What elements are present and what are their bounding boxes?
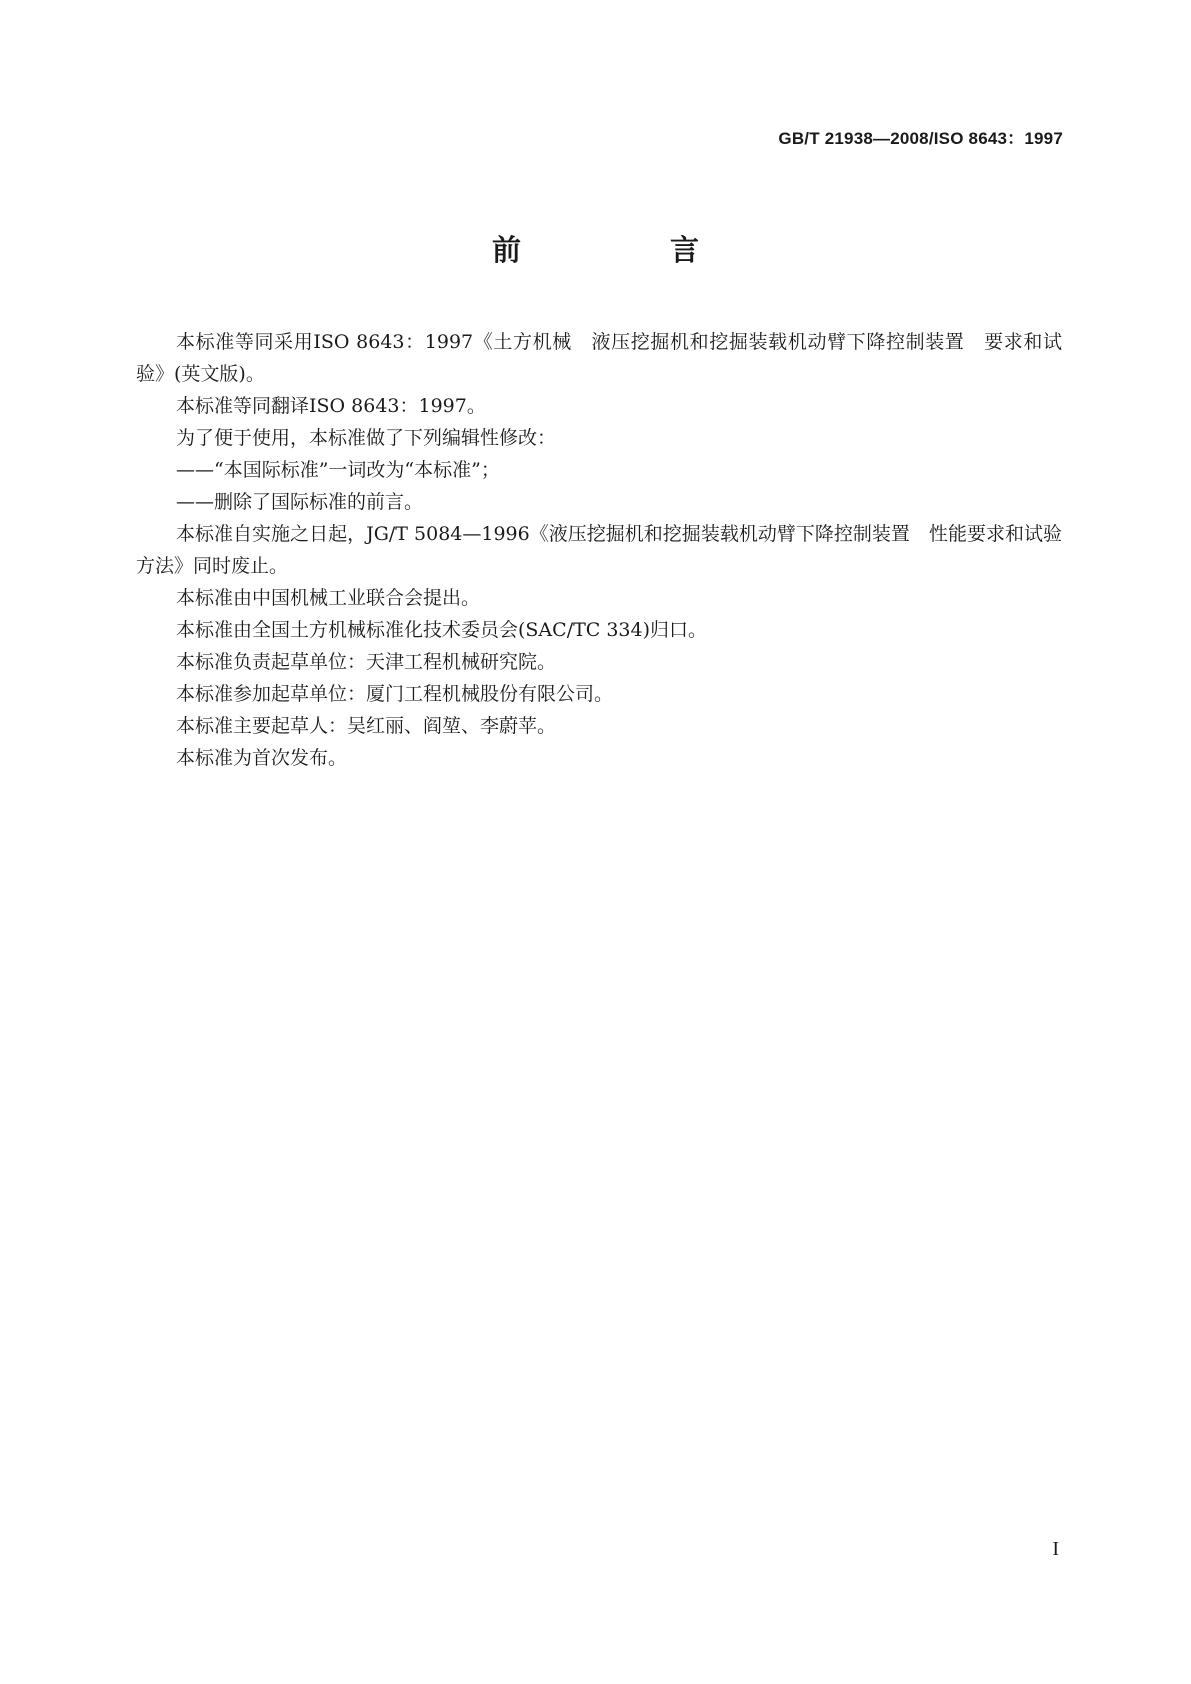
page-title: 前 言 [491, 233, 759, 267]
list-item-edit-1: ——“本国际标准”一词改为“本标准”； [176, 459, 500, 481]
paragraph-authors: 本标准主要起草人：吴红丽、阎堃、李蔚苹。 [176, 715, 557, 737]
foreword-body [136, 326, 1062, 774]
list-item-edit-2: ——删除了国际标准的前言。 [176, 491, 424, 513]
paragraph-lead-drafter: 本标准负责起草单位：天津工程机械研究院。 [176, 651, 557, 673]
page-number: I [1052, 1538, 1059, 1560]
paragraph-committee: 本标准由全国土方机械标准化技术委员会(SAC/TC 334)归口。 [176, 619, 708, 641]
paragraph-replacement: 本标准自实施之日起，JG/T 5084—1996《液压挖掘机和挖掘装载机动臂下降控制装置 性能要求和试验方法》同时废止。 [136, 523, 1062, 577]
paragraph-proposer: 本标准由中国机械工业联合会提出。 [176, 587, 481, 609]
paragraph-adoption: 本标准等同采用ISO 8643：1997《土方机械 液压挖掘机和挖掘装载机动臂下降控制装置 要求和试验》(英文版)。 [136, 331, 1062, 385]
paragraph-translation: 本标准等同翻译ISO 8643：1997。 [176, 395, 486, 417]
standard-code: GB/T 21938—2008/ISO 8643：1997 [778, 129, 1063, 148]
paragraph-participating-drafter: 本标准参加起草单位：厦门工程机械股份有限公司。 [176, 683, 614, 705]
paragraph-first-issue: 本标准为首次发布。 [176, 747, 348, 769]
paragraph-edits-intro: 为了便于使用，本标准做了下列编辑性修改： [176, 427, 557, 449]
